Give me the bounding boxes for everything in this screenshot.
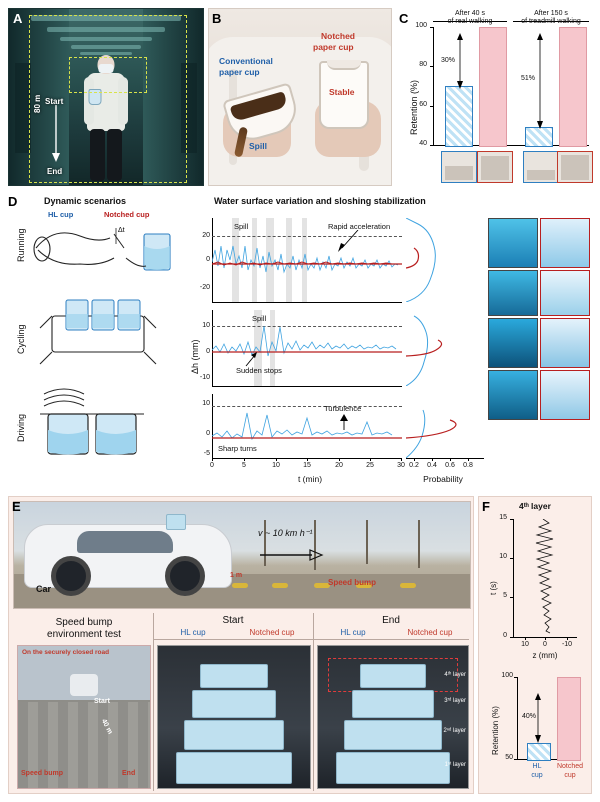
c-y-axis xyxy=(433,27,434,145)
e-end-hl-label: HL cup xyxy=(340,628,366,637)
car-label: Car xyxy=(36,584,52,594)
e-end-photo xyxy=(317,645,469,789)
car-wheel-rear xyxy=(165,556,205,596)
f-bar-label-nc-line1: Notched xyxy=(556,763,584,770)
d-xlabel-25: 25 xyxy=(366,462,374,469)
d-prob-tick-06 xyxy=(450,458,451,461)
f-bar-notched xyxy=(557,677,581,761)
direction-arrow-icon xyxy=(260,548,324,562)
d-photo-cycle-hl xyxy=(488,318,538,368)
coffee-liquid xyxy=(230,91,288,122)
distance-label: 80 m xyxy=(33,94,42,113)
d-xlabel-30: 30 xyxy=(397,462,405,469)
cup-notch xyxy=(327,60,361,70)
e-end-notched-label: Notched cup xyxy=(407,628,453,637)
d-sketch-driving xyxy=(26,378,196,462)
d-row1-x-axis xyxy=(212,302,402,303)
c-photo-hl-treadmill xyxy=(523,151,559,183)
notched-cup-label-line1: Notched xyxy=(321,31,355,41)
panel-letter-b: B xyxy=(212,11,222,26)
e-distant-car xyxy=(70,674,98,696)
c-photo-notched-treadmill xyxy=(557,151,593,183)
c-axis-title: Retention (%) xyxy=(409,79,419,135)
e-road-test-photo xyxy=(17,645,151,789)
c-photo-hl-treadmill-fill xyxy=(527,170,555,180)
f-osc-xlabel-10: 10 xyxy=(521,641,529,648)
one-meter-label: 1 m xyxy=(230,572,243,579)
f-osc-ylabel-5: 5 xyxy=(503,592,507,599)
e-speed-bump-marker: Speed bump xyxy=(21,770,64,777)
e-start-marker: Start xyxy=(94,698,110,705)
d-prob-curve-row1 xyxy=(406,218,484,302)
d-prob-label-08: 0.8 xyxy=(463,462,473,469)
d-xlabel-10: 10 xyxy=(272,462,280,469)
panel-letter-c: C xyxy=(399,11,409,26)
notched-cup-label-line2: paper cup xyxy=(313,42,354,52)
d-legend-notched: Notched cup xyxy=(104,210,150,219)
d-row-label-driving: Driving xyxy=(16,413,26,442)
f-osc-x-axis-title: z (mm) xyxy=(532,651,558,660)
d-x-axis-title: t (min) xyxy=(297,474,323,484)
d-xtick-10 xyxy=(276,458,277,461)
d-xtick-20 xyxy=(339,458,340,461)
header-right-line1: After 150 s xyxy=(534,10,568,17)
end-label: End xyxy=(47,167,63,176)
d-row-label-running: Running xyxy=(16,228,26,262)
tree-2 xyxy=(314,520,316,570)
d-row3-arrow-icon xyxy=(338,414,350,430)
f-bar-y-axis xyxy=(517,677,518,759)
panel-b-cup-photo xyxy=(208,8,392,186)
panel-letter-f: F xyxy=(482,499,490,514)
d-prob-label-06: 0.6 xyxy=(445,462,455,469)
e-start-notched-label: Notched cup xyxy=(249,628,295,637)
e-start-hl-label: HL cup xyxy=(180,628,206,637)
c-photo-notched-walking xyxy=(477,151,513,183)
f-bar-annotation: 40% xyxy=(521,713,536,720)
f-bar-tick-50 xyxy=(514,759,517,760)
d-row3-ytick-10: 10 xyxy=(202,400,210,407)
c-arrow-right xyxy=(535,33,545,129)
d-row2-x-axis xyxy=(212,386,402,387)
car-body xyxy=(24,524,232,588)
tree-3 xyxy=(366,520,368,564)
speed-bump-label: Speed bump xyxy=(328,578,377,587)
c-tick-80 xyxy=(430,66,433,67)
f-osc-trace xyxy=(513,519,577,637)
c-bar-hl-walking xyxy=(445,86,473,147)
d-prob-tick-02 xyxy=(414,458,415,461)
c-ylabel-100: 100 xyxy=(415,22,427,29)
e-start-header: Start xyxy=(222,615,244,626)
c-bar-notched-treadmill xyxy=(559,27,587,147)
header-left-line1: After 40 s xyxy=(455,10,485,17)
d-photo-run-notched-2 xyxy=(540,270,590,316)
c-tick-60 xyxy=(430,106,433,107)
c-tick-100 xyxy=(430,27,433,28)
f-bar-y-axis-title: Retention (%) xyxy=(491,706,500,755)
d-row2-ytick-0: 0 xyxy=(206,348,210,355)
d-sketch-running xyxy=(26,218,196,282)
f-osc-y-axis-title: t (s) xyxy=(489,581,498,595)
d-prob-curve-row2 xyxy=(406,310,484,386)
e-start-layer4 xyxy=(200,664,268,688)
f-bar-label-hl-line1: HL xyxy=(532,763,542,770)
e-layer-label-3: 3ʳᵈ layer xyxy=(444,698,466,704)
e-test-title-line2: environment test xyxy=(47,629,121,640)
e-start-photo xyxy=(157,645,311,789)
d-left-title: Dynamic scenarios xyxy=(44,196,127,206)
c-annotation-left: 30% xyxy=(441,57,456,64)
start-label: Start xyxy=(45,97,64,106)
spill-label: Spill xyxy=(249,141,267,151)
d-row2-arrow-icon xyxy=(244,352,258,368)
c-photo-notched-walking-fill xyxy=(481,156,509,180)
speed-bump-5 xyxy=(400,583,416,588)
e-layer-label-2: 2ⁿᵈ layer xyxy=(443,728,466,734)
f-bar-tick-100 xyxy=(514,677,517,678)
d-row1-annot-spill: Spill xyxy=(234,222,249,231)
header-right-line2: of treadmill walking xyxy=(521,18,581,25)
conventional-cup-label-line1: Conventional xyxy=(219,56,273,66)
f-osc-xtick-10 xyxy=(525,637,526,640)
d-prob-label-04: 0.4 xyxy=(427,462,437,469)
f-osc-xtick-0 xyxy=(545,637,546,640)
speed-bump-2 xyxy=(272,583,288,588)
d-y-axis-title: Δh (mm) xyxy=(190,339,200,374)
speed-label: v ~ 10 km h⁻¹ xyxy=(258,528,313,538)
e-layer-label-1: 1ˢᵗ layer xyxy=(444,762,466,768)
d-xtick-30 xyxy=(401,458,402,461)
speed-bump-1 xyxy=(232,583,248,588)
c-tick-40 xyxy=(430,145,433,146)
f-bar-ylabel-50: 50 xyxy=(505,754,513,761)
d-prob-tick-04 xyxy=(432,458,433,461)
e-test-title-line1: Speed bump xyxy=(55,617,113,628)
panel-f-oscillation-retention xyxy=(478,496,592,794)
e-bottom-row xyxy=(13,613,469,791)
f-osc-xlabel-neg10: -10 xyxy=(561,641,573,648)
d-row-label-cycling: Cycling xyxy=(16,324,26,354)
f-osc-xlabel-0: 0 xyxy=(543,641,547,648)
e-start-layer1 xyxy=(176,752,292,784)
start-arrow-icon xyxy=(51,105,61,163)
d-row3-ytick-neg5: -5 xyxy=(203,450,210,457)
panel-d-dynamic-scenarios xyxy=(8,192,592,492)
d-row2-ytick-neg10: -10 xyxy=(199,374,210,381)
header-left-line2: of real walking xyxy=(447,18,493,25)
d-xtick-15 xyxy=(307,458,308,461)
e-road-scene-photo xyxy=(13,501,471,609)
d-right-title: Water surface variation and sloshing stabilization xyxy=(214,196,426,206)
panel-letter-e: E xyxy=(12,499,21,514)
panel-c-retention-chart xyxy=(396,8,592,186)
panel-a-corridor-photo xyxy=(8,8,204,186)
car-wheel-front xyxy=(51,556,91,596)
d-row1-ytick-neg20: -20 xyxy=(199,284,210,291)
d-row1-ytick-20: 20 xyxy=(202,232,210,239)
panel-letter-a: A xyxy=(13,11,23,26)
d-prob-axis-title: Probability xyxy=(423,474,463,484)
e-header-rule xyxy=(153,639,469,640)
e-end-layer2 xyxy=(344,720,442,750)
d-prob-tick-08 xyxy=(468,458,469,461)
e-distance-marker: 40 m xyxy=(99,718,114,736)
stable-label: Stable xyxy=(329,87,355,97)
f-bar-hl xyxy=(527,743,551,761)
d-photo-drive-hl xyxy=(488,370,538,420)
f-title: 4ᵗʰ layer xyxy=(519,501,551,511)
e-start-layer2 xyxy=(184,720,284,750)
f-bar-ylabel-100: 100 xyxy=(501,672,513,679)
c-photo-hl-walking-fill xyxy=(445,166,473,180)
d-row2-annot-stops: Sudden stops xyxy=(236,366,282,375)
d-xlabel-0: 0 xyxy=(210,462,214,469)
d-row2-annot-spill: Spill xyxy=(252,314,267,323)
e-end-layer1 xyxy=(336,752,450,784)
c-photo-notched-treadmill-fill xyxy=(561,155,589,180)
d-prob-label-02: 0.2 xyxy=(409,462,419,469)
svg-text:Δt: Δt xyxy=(118,227,125,234)
f-bar-label-hl-line2: cup xyxy=(531,772,543,779)
conventional-cup-label-line2: paper cup xyxy=(219,67,260,77)
c-ylabel-60: 60 xyxy=(419,101,427,108)
d-row1-ytick-0: 0 xyxy=(206,256,210,263)
d-row3-annot-turbulence: Turbulence xyxy=(324,404,362,413)
d-photo-run-notched xyxy=(540,218,590,268)
d-row1-annot-accel: Rapid acceleration xyxy=(328,222,391,231)
d-row2-ytick-10: 10 xyxy=(202,322,210,329)
tree-4 xyxy=(418,520,420,568)
e-end-layer3 xyxy=(352,690,434,718)
d-photo-run-hl-2 xyxy=(488,270,538,316)
e-road-note: On the securely closed road xyxy=(22,649,110,656)
e-end-marker: End xyxy=(122,770,136,777)
d-photo-cycle-notched xyxy=(540,318,590,368)
c-photo-hl-walking xyxy=(441,151,477,183)
c-arrow-left xyxy=(455,33,465,89)
f-osc-tick-0 xyxy=(510,637,513,638)
d-row1-arrow-icon xyxy=(338,230,360,252)
f-osc-ylabel-10: 10 xyxy=(499,553,507,560)
c-bar-notched-walking xyxy=(479,27,507,147)
d-xlabel-15: 15 xyxy=(303,462,311,469)
d-sketch-cycling xyxy=(26,294,196,368)
d-prob-curve-row3 xyxy=(406,394,484,458)
d-photo-drive-notched xyxy=(540,370,590,420)
d-row3-ytick-0: 0 xyxy=(206,430,210,437)
e-end-header: End xyxy=(382,615,400,626)
d-row3-annot-turns: Sharp turns xyxy=(218,444,257,453)
car-window xyxy=(77,531,173,553)
d-xtick-5 xyxy=(244,458,245,461)
f-osc-ylabel-15: 15 xyxy=(499,514,507,521)
c-ylabel-80: 80 xyxy=(419,61,427,68)
d-xtick-25 xyxy=(370,458,371,461)
d-xlabel-5: 5 xyxy=(242,462,246,469)
d-xtick-0 xyxy=(212,458,213,461)
e-layer-label-4: 4ᵗʰ layer xyxy=(444,672,466,678)
f-bar-label-nc-line2: cup xyxy=(564,772,576,779)
d-photo-run-hl xyxy=(488,218,538,268)
panel-e-speed-bump-test xyxy=(8,496,474,794)
c-ylabel-40: 40 xyxy=(419,140,427,147)
e-end-layer4 xyxy=(360,664,426,688)
panel-letter-d: D xyxy=(8,194,18,209)
e-start-layer3 xyxy=(192,690,276,718)
f-osc-xtick-neg10 xyxy=(567,637,568,640)
d-prob-x-axis xyxy=(406,458,484,459)
d-legend-hl: HL cup xyxy=(48,210,74,219)
c-annotation-right: 51% xyxy=(521,75,536,82)
f-osc-ylabel-0: 0 xyxy=(503,632,507,639)
d-xlabel-20: 20 xyxy=(335,462,343,469)
car-roof-cups xyxy=(166,514,186,530)
c-bar-hl-treadmill xyxy=(525,127,553,147)
